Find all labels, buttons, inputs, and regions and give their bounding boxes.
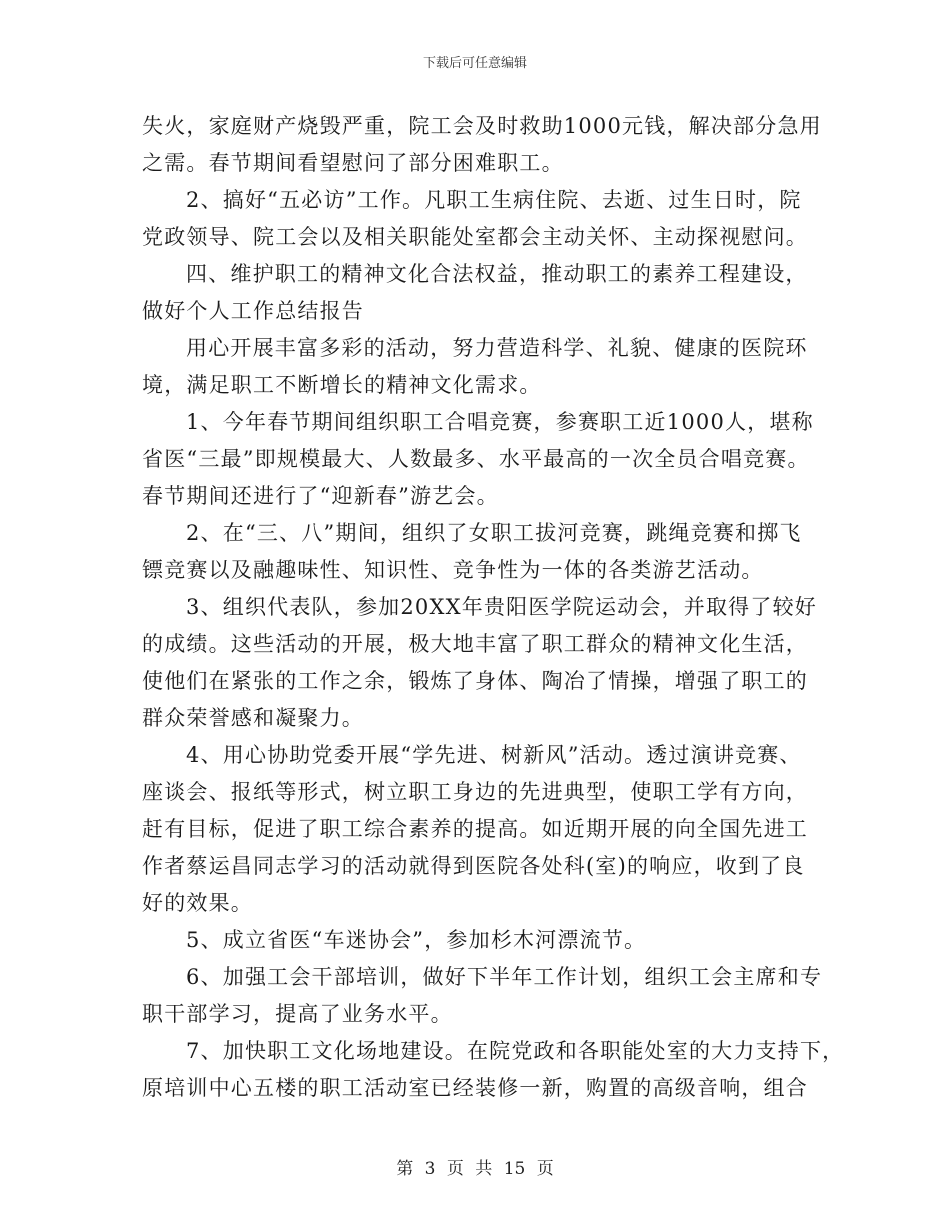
- text-line: 做好个人工作总结报告: [142, 299, 364, 323]
- page-header: 下载后可任意编辑: [422, 56, 527, 71]
- paragraph-3: [142, 330, 810, 404]
- list-item-3: [142, 589, 817, 737]
- text-line: 7、加快职工文化场地建设。在院党政和各职能处室的大力支持下，: [186, 1039, 845, 1063]
- list-item-4: [142, 737, 810, 922]
- text-line: 6、加强工会干部培训，做好下半年工作计划，组织工会主席和专: [186, 965, 823, 989]
- text-line: 失火，家庭财产烧毁严重，院工会及时救助1000元钱，解决部分急用: [142, 114, 822, 138]
- text-line: 作者蔡运昌同志学习的活动就得到医院各处科(室)的响应，收到了良: [142, 854, 805, 878]
- text-line: 座谈会、报纸等形式，树立职工身边的先进典型，使职工学有方向，: [142, 780, 808, 804]
- text-line: 赶有目标，促进了职工综合素养的提高。如近期开展的向全国先进工: [142, 817, 808, 841]
- text-line: 1、今年春节期间组织职工合唱竞赛，参赛职工近1000人，堪称: [186, 410, 814, 434]
- text-line: 用心开展丰富多彩的活动，努力营造科学、礼貌、健康的医院环: [186, 336, 808, 360]
- text-line: 镖竞赛以及融趣味性、知识性、竞争性为一体的各类游艺活动。: [142, 558, 764, 582]
- text-line: 2、搞好“五必访”工作。凡职工生病住院、去逝、过生日时，院: [186, 188, 802, 212]
- list-item-5: [142, 922, 810, 959]
- section-heading: [142, 256, 810, 330]
- text-line: 3、组织代表队，参加20XX年贵阳医学院运动会，并取得了较好: [186, 595, 817, 619]
- text-line: 党政领导、院工会以及相关职能处室都会主动关怀、主动探视慰问。: [142, 225, 808, 249]
- text-line: 好的效果。: [142, 891, 253, 915]
- page-footer: 第 3 页 共 15 页: [396, 1159, 554, 1179]
- text-line: 春节期间还进行了“迎新春”游艺会。: [142, 484, 499, 508]
- document-body: [142, 108, 845, 1107]
- list-item-1: [142, 404, 814, 515]
- text-line: 4、用心协助党委开展“学先进、树新风”活动。透过演讲竞赛、: [186, 743, 802, 767]
- paragraph-2: [142, 182, 810, 256]
- list-item-7: [142, 1033, 845, 1107]
- list-item-2: [142, 515, 810, 589]
- text-line: 原培训中心五楼的职工活动室已经装修一新，购置的高级音响，组合: [142, 1076, 808, 1100]
- paragraph-1: [142, 108, 822, 182]
- text-line: 省医“三最”即规模最大、人数最多、水平最高的一次全员合唱竞赛。: [142, 447, 810, 471]
- text-line: 2、在“三、八”期间，组织了女职工拔河竞赛，跳绳竞赛和掷飞: [186, 521, 802, 545]
- text-line: 的成绩。这些活动的开展，极大地丰富了职工群众的精神文化生活，: [142, 632, 808, 656]
- text-line: 职干部学习，提高了业务水平。: [142, 1002, 453, 1026]
- list-item-6: [142, 959, 823, 1033]
- text-line: 使他们在紧张的工作之余，锻炼了身体、陶冶了情操，增强了职工的: [142, 669, 808, 693]
- text-line: 之需。春节期间看望慰问了部分困难职工。: [142, 151, 564, 175]
- text-line: 群众荣誉感和凝聚力。: [142, 706, 364, 730]
- text-line: 四、维护职工的精神文化合法权益，推动职工的素养工程建设，: [186, 262, 808, 286]
- text-line: 境，满足职工不断增长的精神文化需求。: [142, 373, 542, 397]
- text-line: 5、成立省医“车迷协会”，参加杉木河漂流节。: [186, 928, 647, 952]
